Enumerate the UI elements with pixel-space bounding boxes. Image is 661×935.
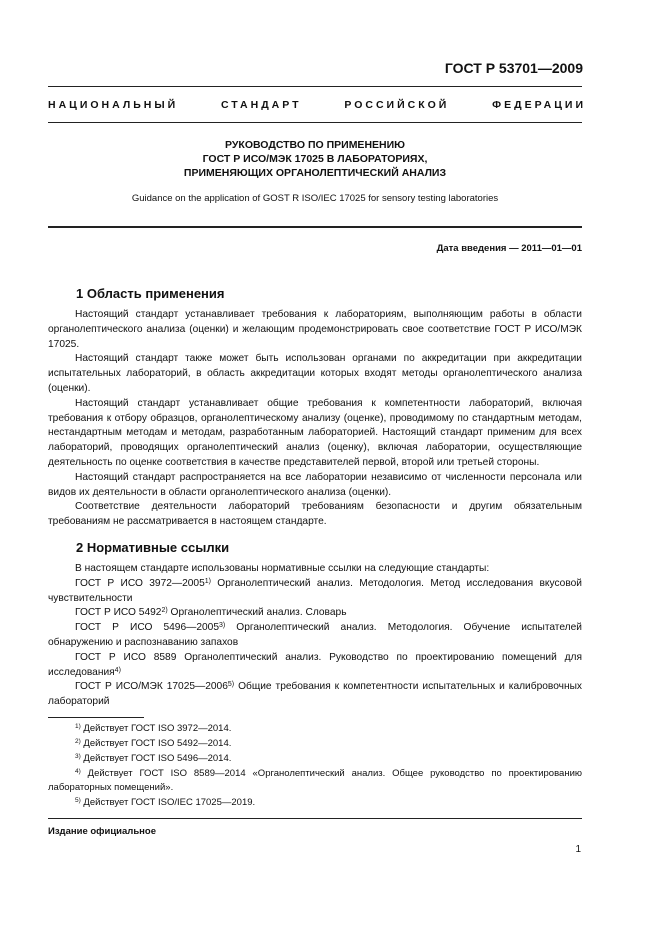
reference-code: ГОСТ Р ИСО/МЭК 17025—2006: [75, 681, 228, 693]
english-title: Guidance on the application of GOST R ISO/IEC 17025 for sensory testing laboratories: [131, 193, 499, 204]
paragraph: Настоящий стандарт также может быть использован органами по аккредитации при аккредитации испытательных лабораторий, в область аккредитации которых входят методы органолептического анализа (оценки).: [48, 353, 582, 394]
footnote-mark: 3): [75, 753, 81, 760]
footnote: [48, 752, 582, 766]
reference-title: Органолептический анализ. Методология. Обучение испытателей обнаружению и распознаванию запахов: [48, 622, 582, 648]
reference-item: [48, 577, 582, 607]
footnote-text: Действует ГОСТ ISO/IEC 17025—2019.: [80, 797, 256, 808]
footnote-mark: 4): [114, 666, 121, 674]
section-2-body: [48, 562, 582, 710]
footnote-mark: 5): [75, 797, 81, 804]
section-1-heading: 1 Область применения: [76, 286, 225, 301]
national-standard-banner: НАЦИОНАЛЬНЫЙ СТАНДАРТ РОССИЙСКОЙ ФЕДЕРАЦИИ: [48, 99, 586, 111]
footnote: [48, 722, 582, 736]
section-1-body: [48, 308, 582, 530]
title-line-1: РУКОВОДСТВО ПО ПРИМЕНЕНИЮ: [225, 139, 405, 151]
paragraph: Настоящий стандарт устанавливает требования к лабораториям, выполняющим работы в области органолептического анализа (оценки) и желающим продемонстрировать свое соответствие ГОСТ Р ИСО/МЭК 17025.: [48, 309, 582, 350]
section-2-heading: 2 Нормативные ссылки: [76, 540, 230, 555]
footnote-text: Действует ГОСТ ISO 3972—2014.: [80, 723, 232, 734]
document-title: [48, 138, 582, 180]
footnotes: [48, 722, 582, 811]
title-line-3: ПРИМЕНЯЮЩИХ ОРГАНОЛЕПТИЧЕСКИЙ АНАЛИЗ: [183, 167, 447, 179]
reference-code: ГОСТ Р ИСО 5496—2005: [75, 622, 219, 634]
references-intro: В настоящем стандарте использованы нормативные ссылки на следующие стандарты:: [75, 563, 490, 574]
reference-item: [48, 651, 582, 681]
footnote-text: Действует ГОСТ ISO 5496—2014.: [80, 753, 232, 764]
reference-title: Органолептический анализ. Словарь: [167, 607, 347, 619]
reference-item: [48, 606, 582, 621]
paragraph: Соответствие деятельности лабораторий требованиям безопасности и другим обязательным требованиям не рассматривается в настоящем стандарте.: [48, 501, 582, 528]
reference-item: [48, 621, 582, 651]
footnote-mark: 1): [204, 577, 211, 585]
reference-code: ГОСТ Р ИСО 3972—2005: [75, 577, 205, 589]
banner-rule: [48, 122, 582, 123]
reference-item: [48, 680, 582, 710]
footnote-mark: 3): [218, 622, 226, 630]
footnote-mark: 1): [75, 723, 81, 730]
footnote: [48, 767, 582, 795]
footnote-text: Действует ГОСТ ISO 5492—2014.: [80, 738, 232, 749]
reference-title: Общие требования к компетентности испытательных и калибровочных лабораторий: [48, 681, 582, 708]
footnote-mark: 4): [75, 768, 81, 775]
header-rule: [48, 86, 582, 87]
footnote-mark: 2): [161, 607, 168, 615]
reference-title: Органолептический анализ. Методология. Метод исследования вкусовой чувствительности: [48, 577, 582, 604]
reference-code: ГОСТ Р ИСО 8589: [75, 651, 177, 663]
document-number: ГОСТ Р 53701—2009: [444, 60, 583, 76]
reference-code: ГОСТ Р ИСО 5492: [75, 607, 162, 619]
footnote-mark: 5): [227, 681, 235, 689]
introduction-date: Дата введения — 2011—01—01: [436, 243, 582, 254]
title-rule: [48, 226, 582, 228]
page-number: 1: [575, 844, 581, 855]
official-edition-label: Издание официальное: [48, 826, 156, 837]
footnote-text: Действует ГОСТ ISO 8589—2014 «Органолептический анализ. Общее руководство по проектированию лабораторных помещений».: [48, 768, 582, 793]
footer-rule: [48, 818, 582, 819]
title-line-2: ГОСТ Р ИСО/МЭК 17025 В ЛАБОРАТОРИЯХ,: [202, 153, 428, 165]
footnote: [48, 796, 582, 810]
paragraph: Настоящий стандарт распространяется на все лаборатории независимо от численности персонала или видов их деятельности в области органолептического анализа (оценки).: [48, 471, 582, 498]
footnote-mark: 2): [75, 738, 81, 745]
footnote-separator: [48, 717, 144, 718]
reference-title: Органолептический анализ. Руководство по проектированию помещений для исследования: [48, 651, 582, 678]
paragraph: Настоящий стандарт устанавливает общие требования к компетентности лабораторий, включая требования к отбору образцов, органолептическому анализу (оценке), проводимому по стандартным методам, нестандартным методам и методам, разработанным лабораторией. Настоящий стандарт применим для всех лабораторий, проводящих органолептический анализ (оценку), включая лаборатории, осуществляющие деятельность по оценке соответствия в качестве представителей первой, второй или третьей стороны.: [48, 397, 582, 468]
footnote: [48, 737, 582, 751]
